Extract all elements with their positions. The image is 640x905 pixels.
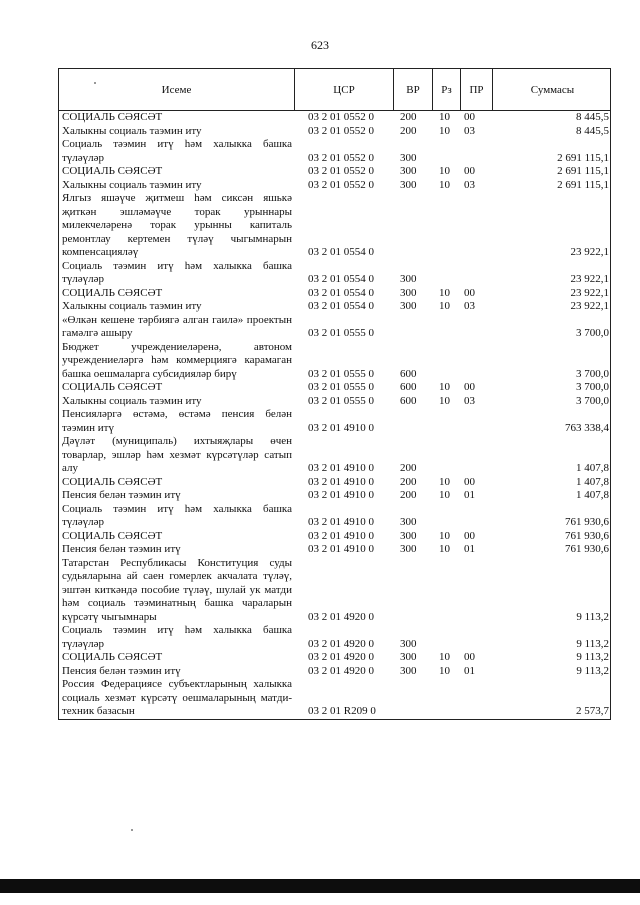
table-row xyxy=(59,192,610,260)
row-name: СОЦИАЛЬ СӘЯСӘТ xyxy=(62,529,163,542)
row-csr: 03 2 01 0554 0 xyxy=(308,273,374,285)
row-vr: 200 xyxy=(400,124,417,137)
row-csr: 03 2 01 4910 0 xyxy=(308,529,374,542)
row-rz: 10 xyxy=(439,381,450,393)
row-rz: 10 xyxy=(439,286,450,299)
row-csr: 03 2 01 4910 0 xyxy=(308,516,374,528)
row-sum: 23 922,1 xyxy=(570,246,609,258)
row-pr: 00 xyxy=(464,111,475,123)
row-vr: 300 xyxy=(400,286,417,299)
table-row xyxy=(59,624,610,651)
row-sum: 2 691 115,1 xyxy=(557,178,609,191)
row-vr: 600 xyxy=(400,381,417,393)
row-name: Пенсия белән тәэмин итү xyxy=(62,664,181,677)
header-rz: Рз xyxy=(433,69,461,110)
table-row xyxy=(59,165,610,179)
row-csr: 03 2 01 0552 0 xyxy=(308,124,374,137)
row-vr: 300 xyxy=(400,664,417,677)
row-sum: 2 691 115,1 xyxy=(557,151,609,164)
row-pr: 00 xyxy=(464,165,475,177)
row-sum: 3 700,0 xyxy=(576,327,609,339)
table-row xyxy=(59,138,610,165)
header-name: Исеме xyxy=(59,69,295,110)
row-pr: 00 xyxy=(464,475,475,488)
row-csr: 03 2 01 4910 0 xyxy=(308,421,374,434)
table-row xyxy=(59,111,610,125)
row-pr: 01 xyxy=(464,664,475,677)
header-pr: ПР xyxy=(461,69,493,110)
row-name: СОЦИАЛЬ СӘЯСӘТ xyxy=(62,111,163,123)
row-sum: 3 700,0 xyxy=(576,394,609,407)
row-name: Халыкны социаль таэмин иту xyxy=(62,394,202,407)
row-csr: 03 2 01 4920 0 xyxy=(308,637,374,650)
row-vr: 300 xyxy=(400,165,417,177)
row-csr: 03 2 01 R209 0 xyxy=(308,705,376,717)
row-csr: 03 2 01 4920 0 xyxy=(308,664,374,677)
row-csr: 03 2 01 0554 0 xyxy=(308,246,374,258)
row-rz: 10 xyxy=(439,124,450,137)
row-sum: 2 691 115,1 xyxy=(557,165,609,177)
row-name: СОЦИАЛЬ СӘЯСӘТ xyxy=(62,381,163,393)
row-sum: 23 922,1 xyxy=(570,273,609,285)
table-row xyxy=(59,651,610,665)
row-pr: 00 xyxy=(464,286,475,299)
row-pr: 03 xyxy=(464,178,475,191)
table-row xyxy=(59,179,610,193)
table-row xyxy=(59,260,610,287)
row-vr: 300 xyxy=(400,516,417,528)
table-row xyxy=(59,341,610,382)
row-csr: 03 2 01 0552 0 xyxy=(308,165,374,177)
row-rz: 10 xyxy=(439,111,450,123)
row-name: Россия Федерациясе субъектларының халыкка социаль хезмәт күрсәтү оешмаларының матди-техник базасын xyxy=(62,678,292,717)
row-rz: 10 xyxy=(439,394,450,407)
row-name: Социаль тәэмин итү һәм халыкка башка түләүләр xyxy=(62,624,292,650)
row-csr: 03 2 01 4920 0 xyxy=(308,651,374,663)
row-csr: 03 2 01 0555 0 xyxy=(308,367,374,380)
row-name: Пенсияләргә өстәмә, өстәмә пенсия белән тәэмин итү xyxy=(62,408,292,434)
row-name: СОЦИАЛЬ СӘЯСӘТ xyxy=(62,651,163,663)
table-row xyxy=(59,489,610,503)
row-name: Социаль тәэмин итү һәм халыкка башка түләүләр xyxy=(62,138,292,164)
row-pr: 03 xyxy=(464,124,475,137)
row-rz: 10 xyxy=(439,543,450,555)
row-vr: 300 xyxy=(400,273,417,285)
row-sum: 9 113,2 xyxy=(576,651,609,663)
table-row xyxy=(59,476,610,490)
row-name: Халыкны социаль таэмин иту xyxy=(62,300,202,312)
scan-speck xyxy=(94,82,96,84)
row-name: Татарстан Республикасы Конституция суды судьяларына ай саен гомерлек акчалата түләү, эштән киткәндә пособие түләү, шулай ук матди һәм социаль тәэминатның башка чараларын күрсәтү чыгымнары xyxy=(62,556,292,623)
row-csr: 03 2 01 0552 0 xyxy=(308,151,374,164)
row-pr: 00 xyxy=(464,651,475,663)
row-vr: 600 xyxy=(400,367,417,380)
row-rz: 10 xyxy=(439,300,450,312)
row-name: Халыкны социаль таэмин иту xyxy=(62,124,202,137)
row-csr: 03 2 01 4920 0 xyxy=(308,610,374,623)
row-name: Халыкны социаль таэмин иту xyxy=(62,178,202,191)
table-row xyxy=(59,300,610,314)
row-name: Пенсия белән тәэмин итү xyxy=(62,489,181,501)
row-sum: 761 930,6 xyxy=(565,516,609,528)
header-vr: ВР xyxy=(394,69,433,110)
row-name: Пенсия белән тәэмин итү xyxy=(62,543,181,555)
row-sum: 23 922,1 xyxy=(570,286,609,299)
row-vr: 600 xyxy=(400,394,417,407)
row-name: СОЦИАЛЬ СӘЯСӘТ xyxy=(62,286,163,299)
row-name: Социаль тәэмин итү һәм халыкка башка түләүләр xyxy=(62,259,292,285)
table-row xyxy=(59,678,610,719)
row-rz: 10 xyxy=(439,664,450,677)
row-csr: 03 2 01 0554 0 xyxy=(308,300,374,312)
row-sum: 8 445,5 xyxy=(576,124,609,137)
table-row xyxy=(59,125,610,139)
table-row xyxy=(59,543,610,557)
table-row xyxy=(59,503,610,530)
row-csr: 03 2 01 4910 0 xyxy=(308,462,374,474)
row-sum: 9 113,2 xyxy=(576,664,609,677)
row-pr: 01 xyxy=(464,489,475,501)
row-csr: 03 2 01 0552 0 xyxy=(308,178,374,191)
row-pr: 03 xyxy=(464,394,475,407)
row-pr: 01 xyxy=(464,543,475,555)
row-rz: 10 xyxy=(439,165,450,177)
row-rz: 10 xyxy=(439,475,450,488)
row-name: СОЦИАЛЬ СӘЯСӘТ xyxy=(62,165,163,177)
table-row xyxy=(59,408,610,435)
row-vr: 300 xyxy=(400,637,417,650)
row-vr: 300 xyxy=(400,529,417,542)
row-vr: 200 xyxy=(400,462,417,474)
row-vr: 300 xyxy=(400,543,417,555)
row-name: Социаль тәэмин итү һәм халыкка башка түләүләр xyxy=(62,502,292,528)
row-pr: 00 xyxy=(464,529,475,542)
row-rz: 10 xyxy=(439,651,450,663)
row-name: Бюджет учреждениеләренә, автоном учреждениеләргә һәм коммерциягә карамаган башка оешмаларга субсидияләр бирү xyxy=(62,340,292,380)
row-csr: 03 2 01 4910 0 xyxy=(308,543,374,555)
row-sum: 763 338,4 xyxy=(565,421,609,434)
row-csr: 03 2 01 4910 0 xyxy=(308,489,374,501)
table-row xyxy=(59,530,610,544)
row-pr: 00 xyxy=(464,381,475,393)
row-sum: 8 445,5 xyxy=(576,111,609,123)
row-sum: 3 700,0 xyxy=(576,381,609,393)
row-sum: 9 113,2 xyxy=(576,637,609,650)
row-sum: 1 407,8 xyxy=(576,462,609,474)
header-sum: Суммасы xyxy=(530,83,575,96)
row-name: Ялгыз яшәүче җитмеш һәм сиксән яшькә җиткән эшләмәүче торак урыннары милекчеләренә торак урынны капиталь ремонтлау кертемен түләү чыгымнарын компенсацияләү xyxy=(62,192,292,258)
row-rz: 10 xyxy=(439,178,450,191)
table-row xyxy=(59,395,610,409)
row-csr: 03 2 01 0555 0 xyxy=(308,381,374,393)
header-csr: ЦСР xyxy=(295,69,394,110)
row-csr: 03 2 01 0552 0 xyxy=(308,111,374,123)
row-csr: 03 2 01 0555 0 xyxy=(308,394,374,407)
row-name: СОЦИАЛЬ СӘЯСӘТ xyxy=(62,475,163,488)
row-name: «Өлкән кешене тәрбиягә алган гаилә» проектын гамәлгә ашыру xyxy=(62,313,292,339)
row-pr: 03 xyxy=(464,300,475,312)
row-sum: 2 573,7 xyxy=(576,705,609,717)
row-name: Дәүләт (муниципаль) ихтыяҗлары өчен товарлар, эшләр һәм хезмәт күрсәтүләр сатып алу xyxy=(62,435,292,474)
table-row xyxy=(59,665,610,679)
table-row xyxy=(59,381,610,395)
scan-speck xyxy=(131,829,133,831)
row-rz: 10 xyxy=(439,529,450,542)
row-sum: 23 922,1 xyxy=(570,300,609,312)
row-sum: 761 930,6 xyxy=(565,529,609,542)
row-sum: 3 700,0 xyxy=(576,367,609,380)
table-header xyxy=(58,68,611,111)
row-vr: 300 xyxy=(400,300,417,312)
table-row xyxy=(59,287,610,301)
row-vr: 300 xyxy=(400,151,417,164)
row-sum: 761 930,6 xyxy=(565,543,609,555)
row-rz: 10 xyxy=(439,489,450,501)
row-csr: 03 2 01 0555 0 xyxy=(308,327,374,339)
row-vr: 200 xyxy=(400,111,417,123)
row-csr: 03 2 01 0554 0 xyxy=(308,286,374,299)
row-csr: 03 2 01 4910 0 xyxy=(308,475,374,488)
row-vr: 200 xyxy=(400,489,417,501)
row-sum: 1 407,8 xyxy=(576,489,609,501)
table-row xyxy=(59,435,610,476)
table-row xyxy=(59,314,610,341)
row-sum: 1 407,8 xyxy=(576,475,609,488)
row-vr: 300 xyxy=(400,178,417,191)
row-vr: 200 xyxy=(400,475,417,488)
budget-table-body xyxy=(58,111,611,720)
page-number: 623 xyxy=(311,38,329,52)
row-sum: 9 113,2 xyxy=(576,610,609,623)
table-row xyxy=(59,557,610,625)
row-vr: 300 xyxy=(400,651,417,663)
scan-edge-bar xyxy=(0,879,640,893)
